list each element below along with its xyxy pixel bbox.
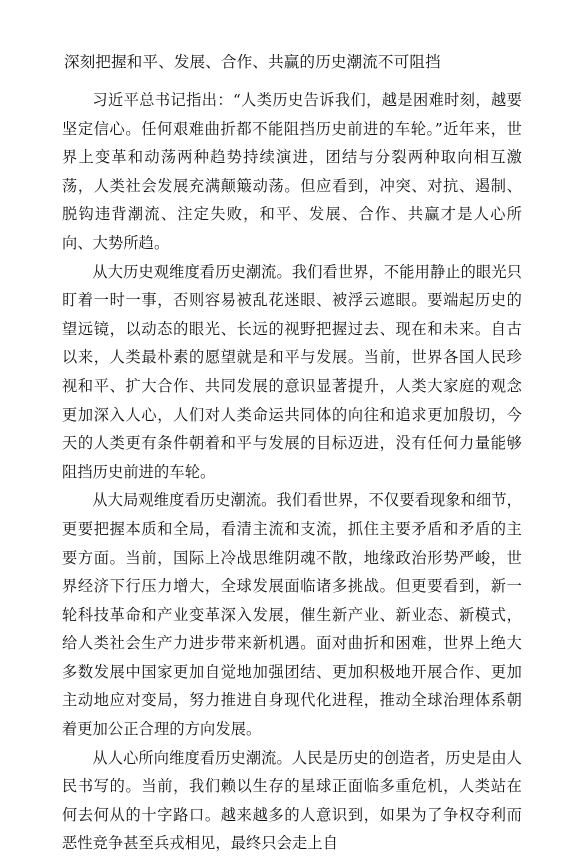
document-page bbox=[62, 48, 522, 858]
paragraph-intro: 习近平总书记指出：“人类历史告诉我们，越是困难时刻，越要坚定信心。任何艰难曲折都不能阻挡历史前进的车轮。”近年来，世界上变革和动荡两种趋势持续演进，团结与分裂两种取向相互激荡，人类社会发展充满颠簸动荡。但应看到，冲突、对抗、遏制、脱钩违背潮流、注定失败，和平、发展、合作、共赢才是人心所向、大势所趋。 bbox=[62, 91, 522, 252]
document-title: 深刻把握和平、发展、合作、共赢的历史潮流不可阻挡 bbox=[64, 53, 441, 71]
paragraph-overall-view: 从大局观维度看历史潮流。我们看世界，不仅要看现象和细节，更要把握本质和全局，看清主流和支流，抓住主要矛盾和矛盾的主要方面。当前，国际上冷战思维阴魂不散，地缘政治形势严峻，世界经济下行压力增大，全球发展面临诸多挑战。但更要看到，新一轮科技革命和产业变革深入发展，催生新产业、新业态、新模式，给人类社会生产力进步带来新机遇。面对曲折和困难，世界上绝大多数发展中国家更加自觉地加强团结、更加积极地开展合作、更加主动地应对变局，努力推进自身现代化进程，推动全球治理体系朝着更加公正合理的方向发展。 bbox=[62, 491, 522, 739]
paragraph-history-view: 从大历史观维度看历史潮流。我们看世界，不能用静止的眼光只盯着一时一事，否则容易被乱花迷眼、被浮云遮眼。要端起历史的望远镜，以动态的眼光、长远的视野把握过去、现在和未来。自古以来，人类最朴素的愿望就是和平与发展。当前，世界各国人民珍视和平、扩大合作、共同发展的意识显著提升，人类大家庭的观念更加深入人心，人们对人类命运共同体的向往和追求更加殷切，今天的人类更有条件朝着和平与发展的目标迈进，没有任何力量能够阻挡历史前进的车轮。 bbox=[62, 262, 522, 481]
paragraph-popular-will: 从人心所向维度看历史潮流。人民是历史的创造者，历史是由人民书写的。当前，我们赖以生存的星球正面临多重危机，人类站在何去何从的十字路口。越来越多的人意识到，如果为了争权夺利而恶性竞争甚至兵戎相见，最终只会走上自 bbox=[62, 748, 522, 853]
